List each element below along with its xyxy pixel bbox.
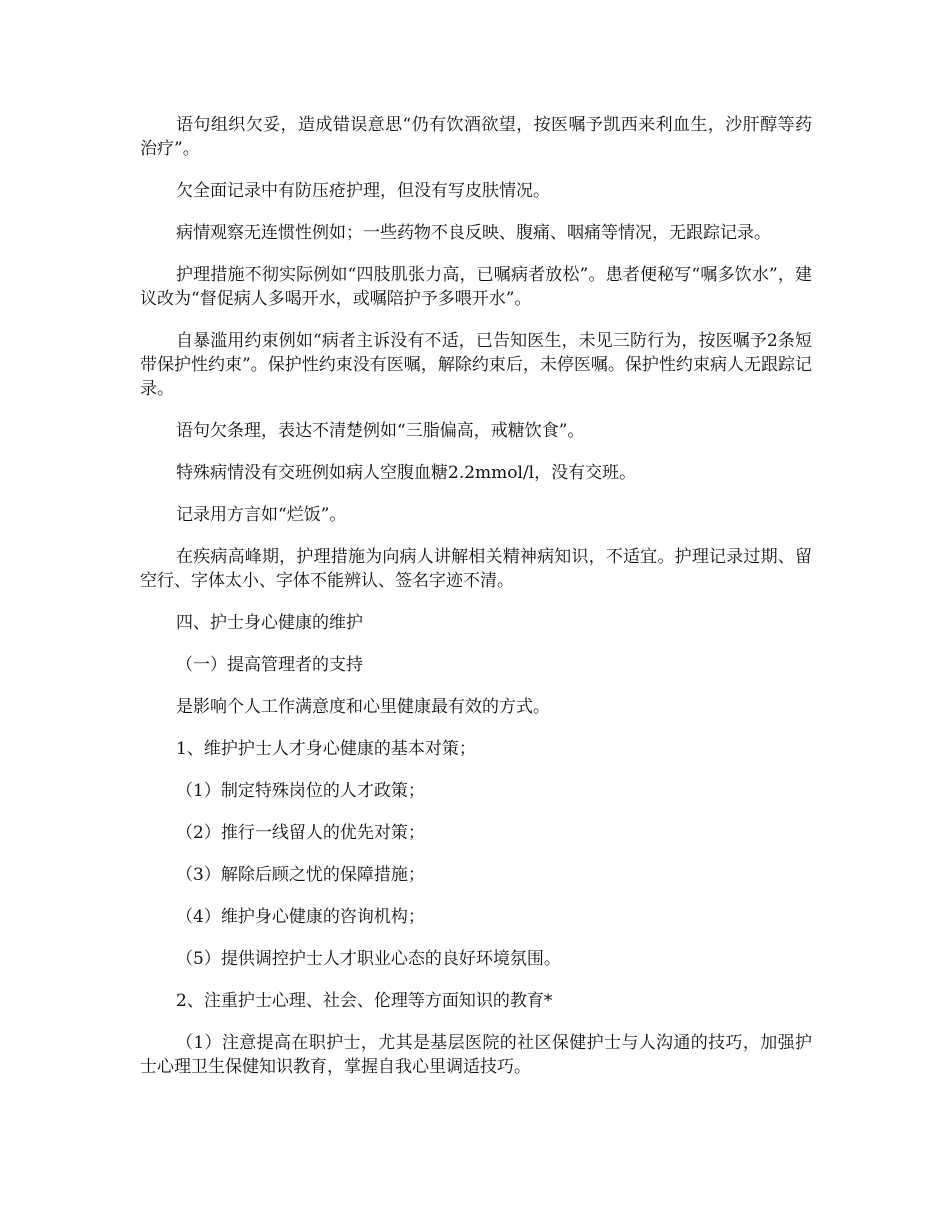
section-heading-4: 四、护士身心健康的维护 — [176, 613, 363, 633]
paragraph-12: 是影响个人工作满意度和心里健康最有效的方式。 — [176, 697, 550, 717]
paragraph-1: 语句组织欠妥，造成错误意思“仍有饮酒欲望，按医嘱予凯西来利血生，沙肝醇等药治疗”。 — [140, 115, 812, 159]
list-item-3: （3）解除后顾之忧的保障措施； — [176, 865, 425, 885]
list-heading-2: 2、注重护士心理、社会、伦理等方面知识的教育* — [176, 991, 553, 1011]
paragraph-7: 特殊病情没有交班例如病人空腹血糖2.2mmol/l，没有交班。 — [176, 463, 637, 483]
paragraph-2: 欠全面记录中有防压疮护理，但没有写皮肤情况。 — [176, 181, 550, 201]
document-body — [140, 113, 812, 1097]
list-item-1: （1）制定特殊岗位的人才政策； — [176, 781, 425, 801]
list-item-5: （5）提供调控护士人才职业心态的良好环境氛围。 — [176, 949, 561, 969]
list-item-2-1: （1）注意提高在职护士，尤其是基层医院的社区保健护士与人沟通的技巧，加强护士心理卫生保健知识教育，掌握自我心里调适技巧。 — [140, 1033, 812, 1077]
paragraph-9: 在疾病高峰期，护理措施为向病人讲解相关精神病知识，不适宜。护理记录过期、留空行、字体太小、字体不能辨认、签名字迹不清。 — [140, 547, 812, 591]
list-item-4: （4）维护身心健康的咨询机构； — [176, 907, 425, 927]
paragraph-3: 病情观察无连惯性例如；一些药物不良反映、腹痛、咽痛等情况，无跟踪记录。 — [176, 223, 771, 243]
list-item-2: （2）推行一线留人的优先对策； — [176, 823, 425, 843]
list-heading-1: 1、维护护士人才身心健康的基本对策； — [176, 739, 476, 759]
paragraph-5: 自暴滥用约束例如“病者主诉没有不适，已告知医生，未见三防行为，按医嘱予2条短带保护性约束”。保护性约束没有医嘱，解除约束后，未停医嘱。保护性约束病人无跟踪记录。 — [140, 331, 812, 399]
subsection-heading-1: （一）提高管理者的支持 — [176, 655, 363, 675]
paragraph-6: 语句欠条理，表达不清楚例如“三脂偏高，戒糖饮食”。 — [176, 421, 585, 441]
paragraph-4: 护理措施不彻实际例如“四肢肌张力高，已嘱病者放松”。患者便秘写“嘱多饮水”，建议改为“督促病人多喝开水，或嘱陪护予多喂开水”。 — [140, 265, 812, 309]
paragraph-8: 记录用方言如“烂饭”。 — [176, 505, 347, 525]
